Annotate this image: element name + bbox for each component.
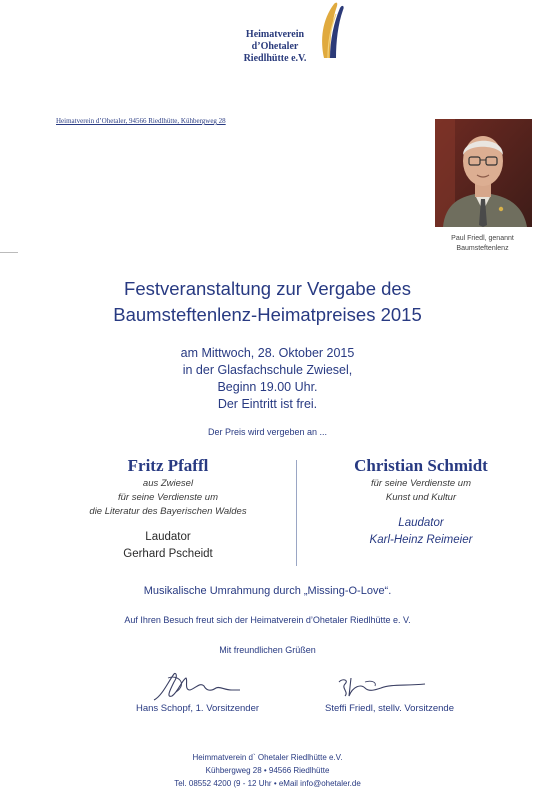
laudator-label: Laudator: [398, 517, 444, 529]
laureate-origin: aus Zwiesel: [142, 478, 194, 489]
signature-left: [148, 668, 248, 708]
column-divider: [296, 460, 297, 566]
portrait-photo: [435, 119, 532, 227]
logo-text: [232, 29, 318, 65]
laureate-merit-line-2: die Literatur des Bayerischen Waldes: [89, 506, 247, 517]
logo-line-2: d’Ohetaler: [251, 41, 299, 52]
logo-line-1: Heimatverein: [245, 29, 305, 40]
logo-line-3: Riedlhütte e.V.: [243, 53, 307, 64]
signer-right: Steffi Friedl, stellv. Vorsitzende: [324, 703, 454, 714]
laudator-name: Gerhard Pscheidt: [123, 548, 213, 560]
fold-mark: [0, 252, 18, 253]
event-admission: Der Eintritt ist frei.: [217, 397, 318, 411]
quill-logo-icon: [310, 0, 354, 60]
laureate-name: Fritz Pfaffl: [127, 456, 209, 475]
laureate-name: Christian Schmidt: [354, 456, 488, 475]
event-time: Beginn 19.00 Uhr.: [217, 380, 318, 394]
laureate-merit-line-1: für seine Verdienste um: [118, 492, 218, 503]
sender-address-line: Heimatverein d’Ohetaler, 94566 Riedlhütte, Kühbergweg 28: [56, 117, 226, 125]
event-details: [100, 345, 435, 413]
signer-left: Hans Schopf, 1. Vorsitzender: [135, 703, 260, 714]
photo-caption-line-2: Baumsteftenlenz: [456, 245, 509, 252]
laureate-left: [53, 455, 283, 563]
music-note: Musikalische Umrahmung durch „Missing-O-Love“.: [143, 585, 392, 597]
prize-intro: Der Preis wird vergeben an ...: [207, 427, 328, 437]
footer-line-2: Kühbergweg 28 • 94566 Riedlhütte: [205, 766, 330, 775]
footer: [100, 751, 435, 790]
footer-line-3: Tel. 08552 4200 (9 - 12 Uhr • eMail info@ohetaler.de: [174, 779, 361, 788]
document-title: [60, 276, 475, 328]
photo-caption-line-1: Paul Friedl, genannt: [451, 235, 514, 242]
visit-note: Auf Ihren Besuch freut sich der Heimatverein d’Ohetaler Riedlhütte e. V.: [124, 615, 411, 625]
greeting: Mit freundlichen Grüßen: [219, 645, 316, 655]
footer-line-1: Heimmatverein d` Ohetaler Riedlhütte e.V.: [192, 753, 343, 762]
laureate-merit-line-2: Kunst und Kultur: [385, 492, 457, 503]
laureate-right: [306, 455, 535, 549]
event-venue: in der Glasfachschule Zwiesel,: [182, 363, 353, 377]
title-line-1: Festveranstaltung zur Vergabe des: [124, 278, 411, 299]
event-date: am Mittwoch, 28. Oktober 2015: [180, 346, 355, 360]
signature-right: [335, 672, 435, 702]
photo-caption: [430, 234, 535, 254]
laureate-merit-line-1: für seine Verdienste um: [371, 478, 471, 489]
laudator-name: Karl-Heinz Reimeier: [369, 534, 473, 546]
title-line-2: Baumsteftenlenz-Heimatpreises 2015: [113, 304, 422, 325]
laudator-label: Laudator: [145, 531, 191, 543]
